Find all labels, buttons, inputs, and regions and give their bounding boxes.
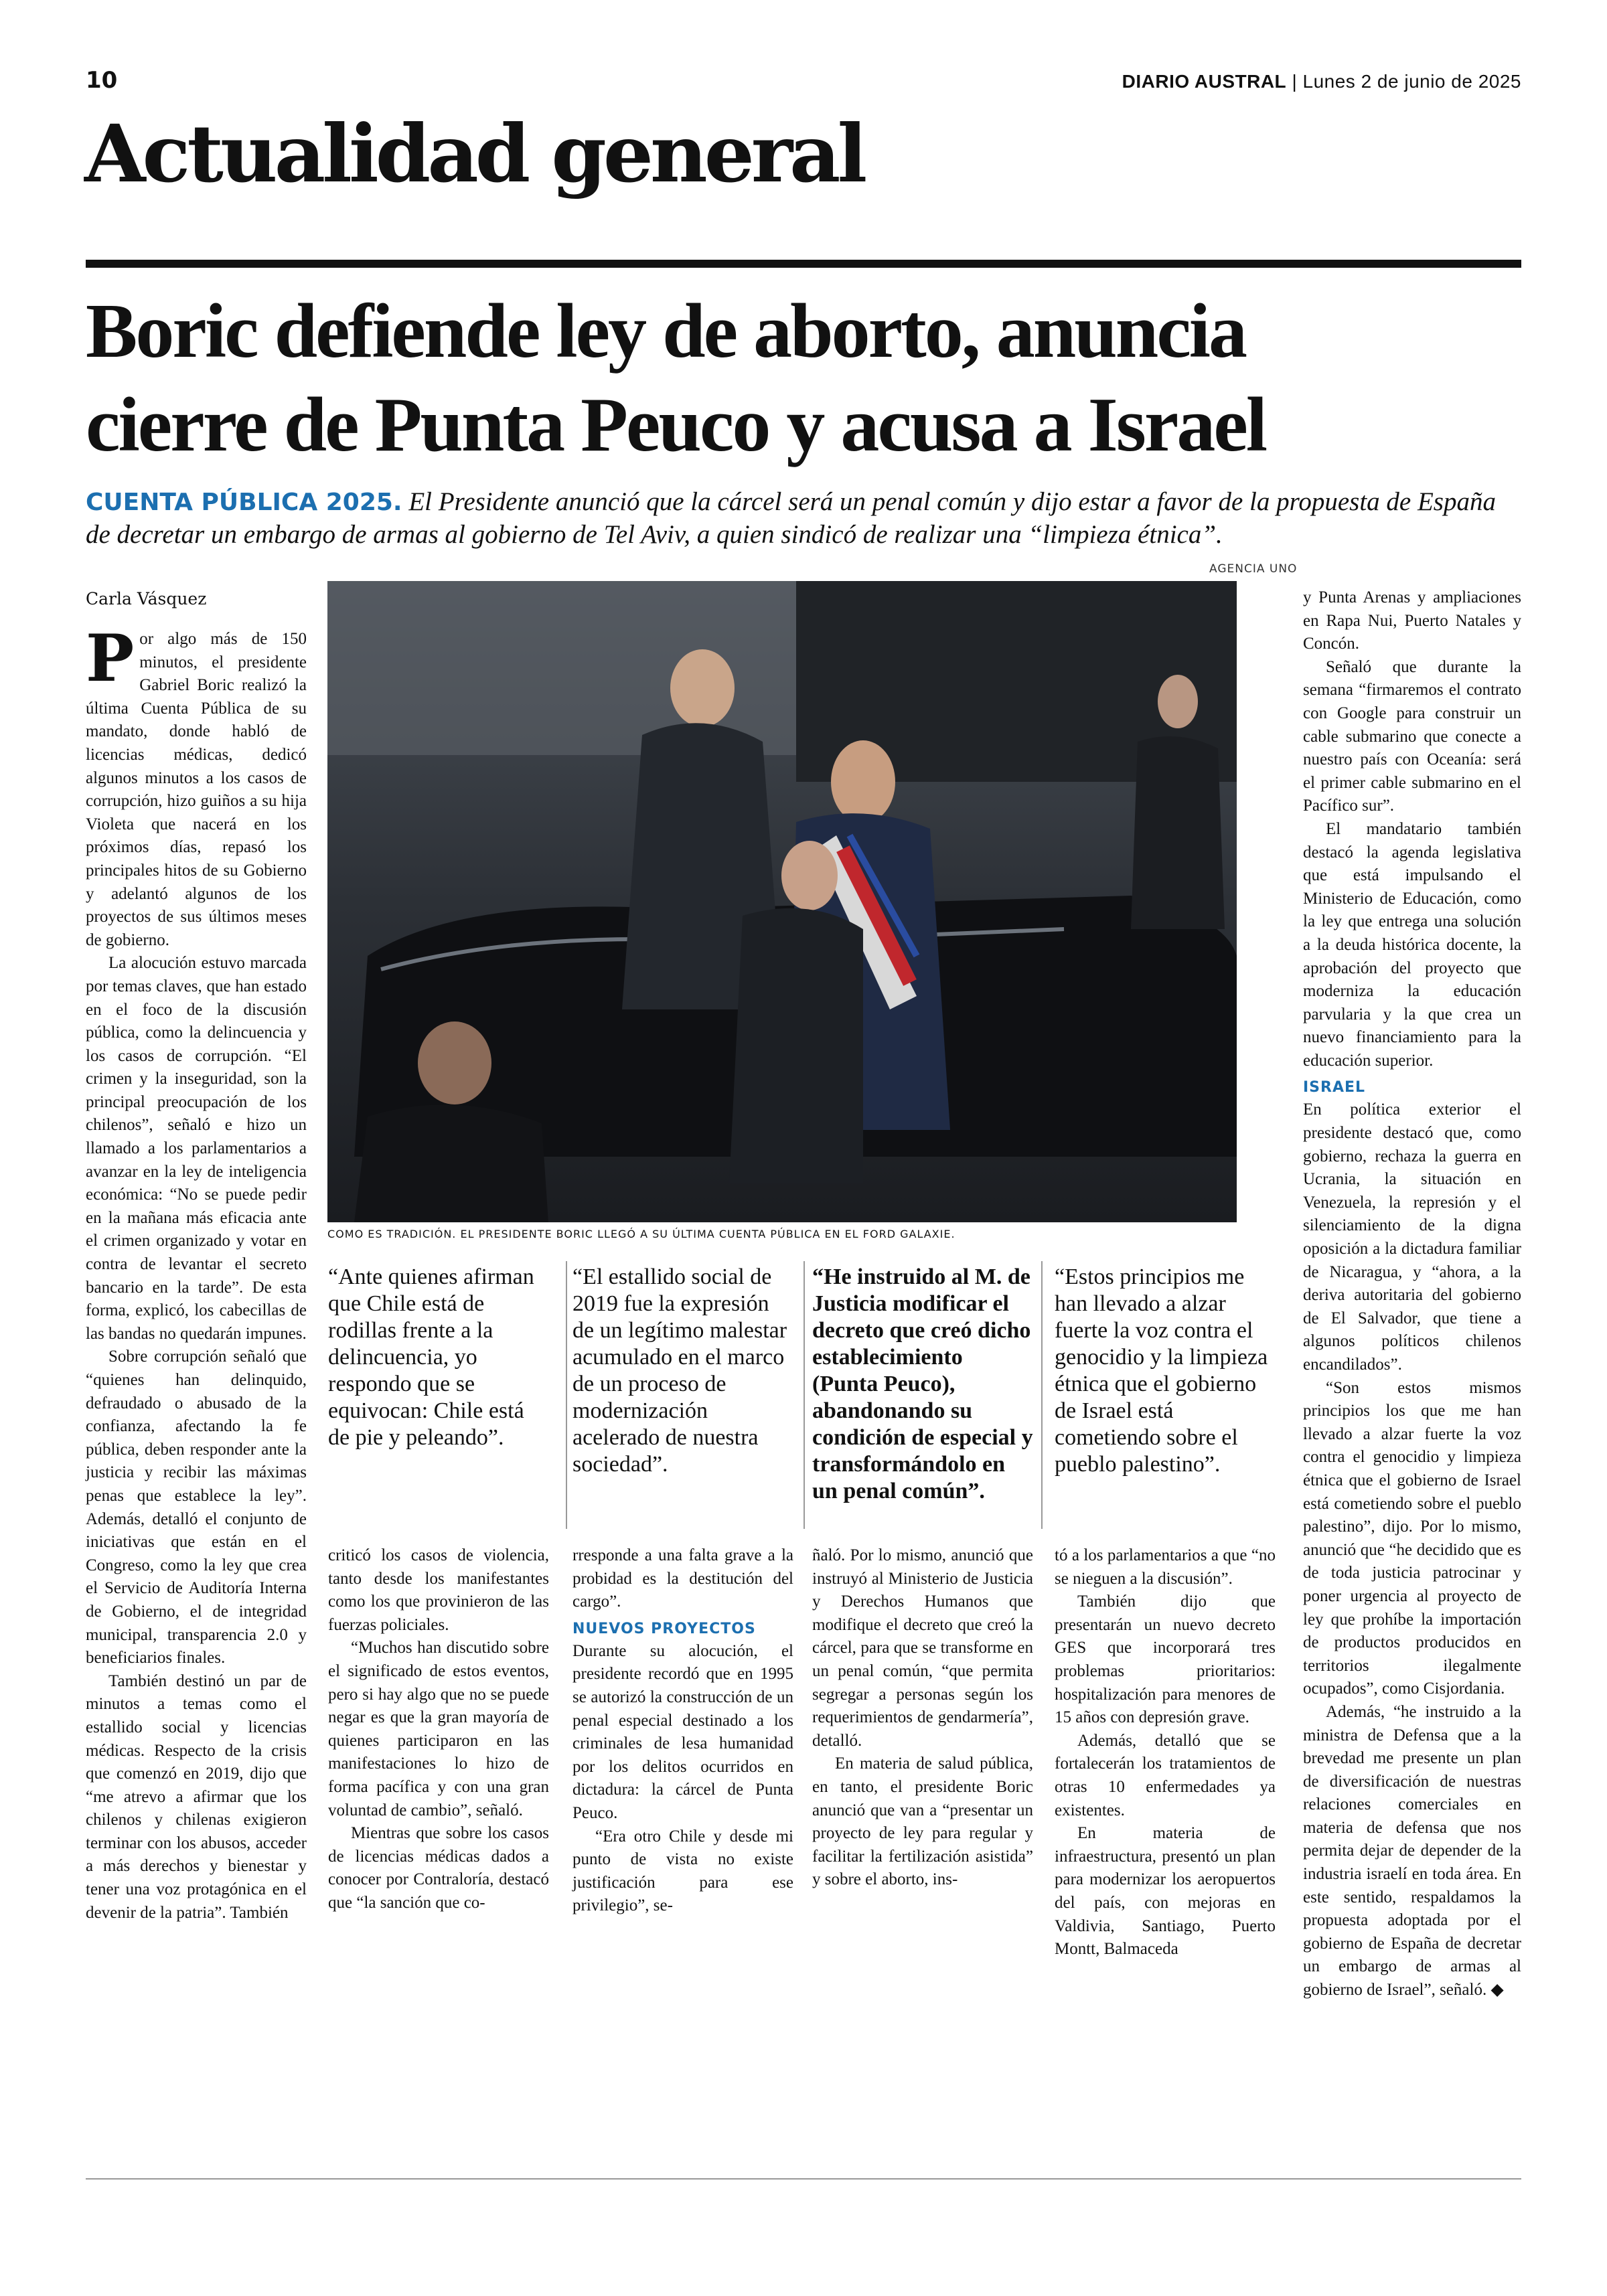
paragraph: En política exterior el presidente destacó que, como gobierno, rechaza la guerra en Ucrania, la situación en Venezuela, la represión y el silenciamiento de la digna oposición a la dictadura familiar de Nicaragua, y “ahora, a la deriva autoritaria del gobierno de El Salvador, que tiene a algunos políticos chilenos encandilados”. xyxy=(1303,1100,1521,1374)
publication-name: DIARIO AUSTRAL xyxy=(1122,71,1287,92)
column-3 xyxy=(572,1544,793,1918)
paragraph: Sobre corrupción señaló que “quienes han delinquido, defraudado o abusado de la confianza, afectando la fe pública, deben responder ante la justicia y recibir las máximas penas que establece la ley”. Además, detalló el conjunto de iniciativas que están en el Congreso, como la ley que crea el Servicio de Auditoría Interna de Gobierno, el de integridad municipal, transparencia 2.0 y beneficiarios finales. xyxy=(86,1347,307,1667)
issue-date: | Lunes 2 de junio de 2025 xyxy=(1292,71,1521,92)
paragraph: ñaló. Por lo mismo, anunció que instruyó al Ministerio de Justicia y Derechos Humanos que modifique el decreto que creó la cárcel, para que se transforme en un penal común, “que permita segregar a personas según los requerimientos de gendarmería”, detalló. xyxy=(812,1546,1033,1750)
page-number: 10 xyxy=(86,67,118,94)
photo-caption: COMO ES TRADICIÓN. EL PRESIDENTE BORIC LLEGÓ A SU ÚLTIMA CUENTA PÚBLICA EN EL FORD GALAXIE. xyxy=(327,1228,955,1240)
photo-credit: AGENCIA UNO xyxy=(1209,562,1298,576)
headline-line-1: Boric defiende ley de aborto, anuncia xyxy=(86,289,1246,374)
pull-quote-4: “Estos principios me han llevado a alzar fuerte la voz contra el genocidio y la limpieza étnica que el gobierno de Israel está cometiendo sobre el pueblo palestino”. xyxy=(1055,1264,1268,1477)
section-rule xyxy=(86,260,1521,268)
photo-illustration xyxy=(327,581,1237,1222)
masthead xyxy=(1122,71,1521,92)
paragraph: Durante su alocución, el presidente recordó que en 1995 se autorizó la construcción de un penal especial destinado a los criminales de lesa humanidad por los delitos ocurridos en dictadura: la cárcel de Punta Peuco. xyxy=(572,1641,793,1822)
paragraph: Mientras que sobre los casos de licencias médicas dados a conocer por Contraloría, destacó que “la sanción que co- xyxy=(328,1824,549,1912)
article-photo xyxy=(327,581,1237,1222)
paragraph: La alocución estuvo marcada por temas claves, que han estado en el foco de la discusión pública, como la delincuencia y los casos de corrupción. “El crimen y la inseguridad, son la principal preocupación de los chilenos”, señaló e hizo un llamado a los parlamentarios a avanzar en la ley de inteligencia económica: “No se puede pedir en la mañana más eficacia ante el crimen organizado y votar en contra de levantar el secreto bancario en la tarde”. De esta forma, explicó, los cabecillas de las bandas no quedarán impunes. xyxy=(86,954,307,1343)
subhead-text: El Presidente anunció que la cárcel será un penal común y dijo estar a favor de la propuesta de España de decretar un embargo de armas al gobierno de Tel Aviv, a quien sindicó de realizar una “limpieza étnica”. xyxy=(86,487,1496,549)
column-4 xyxy=(812,1544,1033,1892)
paragraph: Además, “he instruido a la ministra de Defensa que a la brevedad me presente un plan de diversificación de nuestras relaciones comerciales en materia de defensa que nos permita dejar de depender de la industria israelí en toda área. En este sentido, respaldamos la propuesta adoptada por el gobierno de España de decretar un embargo de armas al gobierno de Israel”, señaló. ◆ xyxy=(1303,1702,1521,1999)
paragraph: El mandatario también destacó la agenda legislativa que está impulsando el Ministerio de Educación, como la ley que entrega una solución a la deuda histórica docente, la aprobación del proyecto que moderniza la educación parvularia y la que crea un nuevo financiamiento para la educación superior. xyxy=(1303,819,1521,1070)
paragraph: En materia de salud pública, en tanto, el presidente Boric anunció que van a “presentar un proyecto de ley para regular y facilitar la fertilización asistida” y sobre el aborto, ins- xyxy=(812,1754,1033,1889)
paragraph: Por algo más de 150 minutos, el presidente Gabriel Boric realizó la última Cuenta Pública de su mandato, donde habló de licencias médicas, dedicó algunos minutos a los casos de corrupción, hizo guiños a su hija Violeta que nacerá en los próximos días, repasó los principales hitos de su Gobierno y adelantó algunos de los proyectos de sus últimos meses de gobierno. xyxy=(86,621,307,949)
paragraph: Además, detalló que se fortalecerán los tratamientos de otras 10 enfermedades ya existentes. xyxy=(1055,1731,1276,1819)
divider xyxy=(1041,1261,1043,1529)
subhead xyxy=(86,485,1521,551)
column-2 xyxy=(328,1544,549,1915)
subsection-heading: ISRAEL xyxy=(1303,1079,1366,1096)
bottom-rule xyxy=(86,2178,1521,2180)
drop-cap: P xyxy=(86,621,135,696)
byline: Carla Vásquez xyxy=(86,589,207,608)
paragraph: criticó los casos de violencia, tanto desde los manifestantes como los que provinieron de las fuerzas policiales. xyxy=(328,1546,549,1634)
section-title: Actualidad general xyxy=(84,107,864,200)
column-1 xyxy=(86,621,307,1924)
paragraph: “Muchos han discutido sobre el significado de estos eventos, pero si hay algo que no se puede negar es que la gran mayoría de quienes participaron en las manifestaciones lo hizo de forma pacífica y con una gran voluntad de cambio”, señaló. xyxy=(328,1639,549,1819)
paragraph: rresponde a una falta grave a la probidad es la destitución del cargo”. xyxy=(572,1546,793,1611)
paragraph: tó a los parlamentarios a que “no se nieguen a la discusión”. xyxy=(1055,1546,1276,1588)
paragraph: Señaló que durante la semana “firmaremos el contrato con Google para construir un cable submarino que conecte a nuestro país con Oceanía: será el primer cable submarino en el Pacífico sur”. xyxy=(1303,657,1521,815)
paragraph: “Era otro Chile y desde mi punto de vista no existe justificación para ese privilegio”, se- xyxy=(572,1827,793,1915)
paragraph: y Punta Arenas y ampliaciones en Rapa Nui, Puerto Natales y Concón. xyxy=(1303,588,1521,653)
paragraph: En materia de infraestructura, presentó un plan para modernizar los aeropuertos del país, con mejoras en Valdivia, Santiago, Puerto Montt, Balmaceda xyxy=(1055,1824,1276,1959)
kicker: CUENTA PÚBLICA 2025. xyxy=(86,489,402,516)
paragraph: También dijo que presentarán un nuevo decreto GES que incorporará tres problemas prioritarios: hospitalización para menores de 15 años con depresión grave. xyxy=(1055,1592,1276,1727)
paragraph: “Son estos mismos principios los que me han llevado a alzar fuerte la voz contra el genocidio y limpieza étnica que el gobierno de Israel está cometiendo sobre el pueblo palestino”, dijo. Por lo mismo, anunció que “he decidido que es de toda justicia patrocinar y poner urgencia al proyecto de ley que prohíbe la importación de productos producidos en territorios ilegalmente ocupados”, como Cisjordania. xyxy=(1303,1378,1521,1698)
pull-quote-2: “El estallido social de 2019 fue la expresión de un legítimo malestar acumulado en el marco de un proceso de modernización acelerado de nuestra sociedad”. xyxy=(572,1264,787,1477)
headline-line-2: cierre de Punta Peuco y acusa a Israel xyxy=(86,382,1266,468)
column-6 xyxy=(1303,586,1521,2002)
subsection-heading: NUEVOS PROYECTOS xyxy=(572,1620,756,1637)
pull-quote-3: “He instruido al M. de Justicia modificar el decreto que creó dicho establecimiento (Punta Peuco), abandonando su condición de especial y transformándolo en un penal común”. xyxy=(812,1264,1033,1503)
divider xyxy=(804,1261,805,1529)
divider xyxy=(566,1261,567,1529)
paragraph: También destinó un par de minutos a temas como el estallido social y licencias médicas. Respecto de la crisis que comenzó en 2019, dijo que “me atrevo a afirmar que los chilenos y chilenas exigieron terminar con los abusos, acceder a más derechos y bienestar y tener una voz protagónica en el devenir de la patria”. También xyxy=(86,1671,307,1922)
column-5 xyxy=(1055,1544,1276,1961)
headline xyxy=(86,284,1525,472)
pull-quote-1: “Ante quienes afirman que Chile está de rodillas frente a la delincuencia, yo respondo que se equivocan: Chile está de pie y peleando”. xyxy=(328,1264,534,1450)
